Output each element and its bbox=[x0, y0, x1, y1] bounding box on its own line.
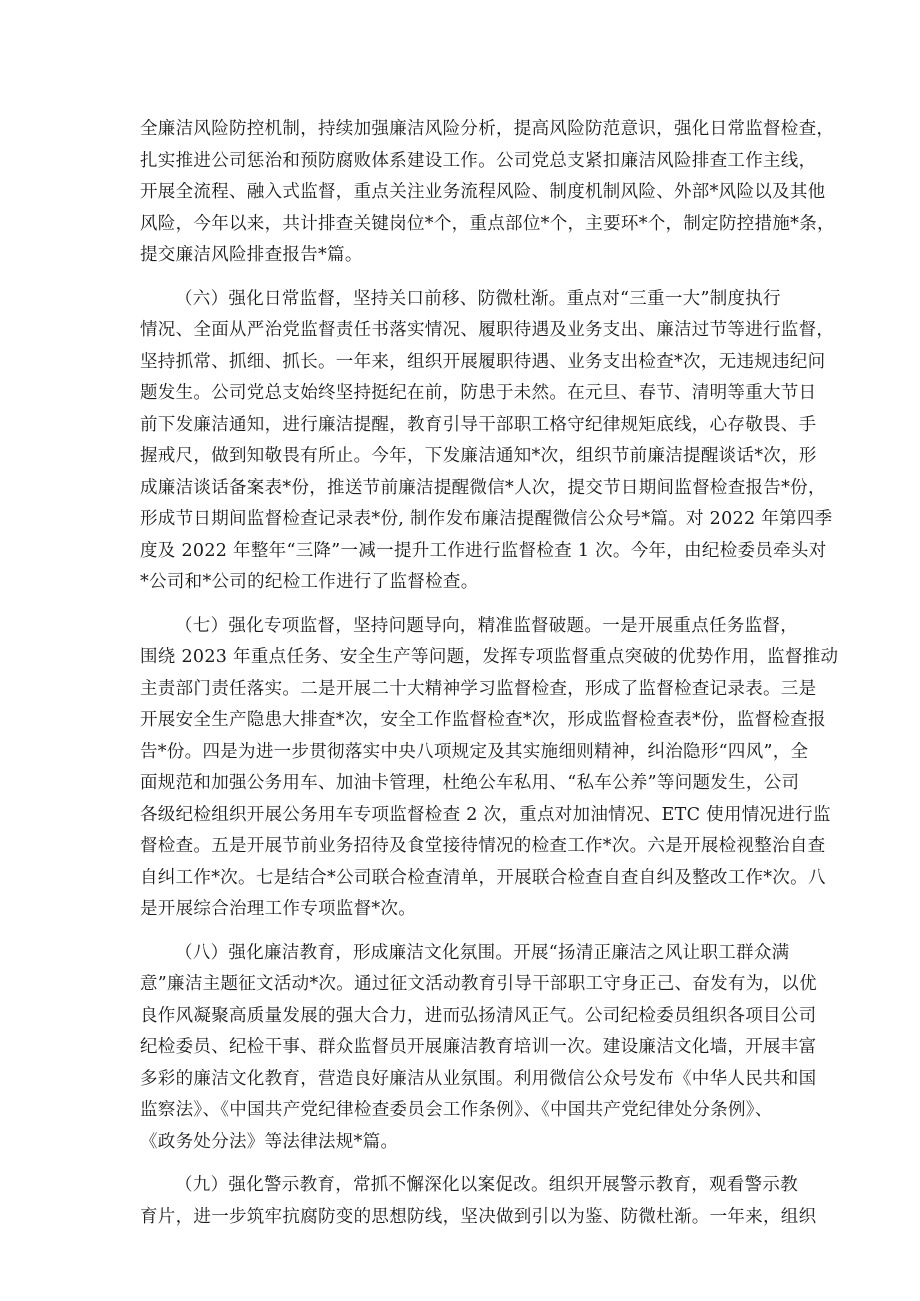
text-line: 多彩的廉洁文化教育，营造良好廉洁从业氛围。利用微信公众号发布《中华人民共和国 bbox=[140, 1068, 817, 1089]
text-line: 全廉洁风险防控机制，持续加强廉洁风险分析，提高风险防范意识，强化日常监督检查， bbox=[140, 119, 835, 139]
text-line-first: （八）强化廉洁教育，形成廉洁文化氛围。开展“扬清正廉洁之风让职工群众满 bbox=[175, 942, 790, 963]
text-line: 形成节日期间监督检查记录表*份, 制作发布廉洁提醒微信公众号*篇。对 2022 年第四季 bbox=[140, 509, 833, 529]
text-line: 握戒尺，做到知敬畏有所止。今年，下发廉洁通知*次，组织节前廉洁提醒谈话*次，形 bbox=[140, 446, 817, 466]
document-page bbox=[140, 114, 839, 1233]
text-line: 纪检委员、纪检干事、群众监督员开展廉洁教育培训一次。建设廉洁文化墙，开展丰富 bbox=[140, 1037, 817, 1057]
paragraph-section-6 bbox=[140, 284, 835, 599]
text-line: 度及 2022 年整年“三降”一减一提升工作进行监督检查 1 次。今年，由纪检委员牵头对 bbox=[140, 540, 827, 561]
text-line: 是开展综合治理工作专项监督*次。 bbox=[140, 899, 417, 919]
text-line: 告*份。四是为进一步贯彻落实中央八项规定及其实施细则精神，纠治隐形“四风”，全 bbox=[140, 741, 809, 762]
text-line: 面规范和加强公务用车、加油卡管理，杜绝公车私用、“私车公养”等问题发生，公司 bbox=[140, 773, 800, 793]
text-line: 主责部门责任落实。二是开展二十大精神学习监督检查，形成了监督检查记录表。三是 bbox=[140, 678, 817, 699]
text-line: 开展全流程、融入式监督，重点关注业务流程风险、制度机制风险、外部*风险以及其他 bbox=[140, 182, 826, 202]
text-line: 监察法》、《中国共产党纪律检查委员会工作条例》、《中国共产党纪律处分条例》、 bbox=[140, 1100, 773, 1120]
text-line-first: （九）强化警示教育，常抓不懈深化以案促改。组织开展警示教育，观看警示教 bbox=[175, 1175, 798, 1195]
text-line: 自纠工作*次。七是结合*公司联合检查清单，开展联合检查自查自纠及整改工作*次。八 bbox=[140, 867, 826, 888]
paragraph-section-8 bbox=[140, 938, 817, 1159]
paragraph-section-7 bbox=[140, 611, 839, 926]
text-line: 各级纪检组织开展公务用车专项监督检查 2 次，重点对加油情况、ETC 使用情况进行监 bbox=[140, 804, 831, 825]
text-line: 坚持抓常、抓细、抓长。一年来，组织开展履职待遇、业务支出检查*次，无违规违纪问 bbox=[140, 351, 826, 372]
text-line: 督检查。五是开展节前业务招待及食堂接待情况的检查工作*次。六是开展检视整治自查 bbox=[140, 836, 826, 856]
text-line: *公司和*公司的纪检工作进行了监督检查。 bbox=[140, 572, 479, 592]
text-line: 扎实推进公司惩治和预防腐败体系建设工作。公司党总支紧扣廉洁风险排查工作主线， bbox=[140, 150, 817, 171]
paragraph-section-9 bbox=[140, 1170, 817, 1233]
text-line: 意”廉洁主题征文活动*次。通过征文活动教育引导干部职工守身正己、奋发有为，以优 bbox=[140, 974, 817, 994]
text-line: 开展安全生产隐患大排查*次，安全工作监督检查*次，形成监督检查表*份，监督检查报 bbox=[140, 710, 826, 730]
paragraph-continuation bbox=[140, 114, 835, 272]
text-line-first: （六）强化日常监督，坚持关口前移、防微杜渐。重点对“三重一大”制度执行 bbox=[175, 288, 781, 309]
text-line: 情况、全面从严治党监督责任书落实情况、履职待遇及业务支出、廉洁过节等进行监督， bbox=[140, 320, 835, 340]
text-line: 前下发廉洁通知，进行廉洁提醒，教育引导干部职工格守纪律规矩底线，心存敬畏、手 bbox=[140, 414, 817, 435]
text-line: 育片，进一步筑牢抗腐防变的思想防线，坚决做到引以为鉴、防微杜渐。一年来，组织 bbox=[140, 1206, 817, 1227]
text-line: 《政务处分法》等法律法规*篇。 bbox=[140, 1131, 399, 1152]
text-line: 风险，今年以来，共计排查关键岗位*个，重点部位*个，主要环*个，制定防控措施*条， bbox=[140, 213, 835, 234]
text-line: 成廉洁谈话备案表*份，推送节前廉洁提醒微信*人次，提交节日期间监督检查报告*份， bbox=[140, 477, 826, 498]
text-line-first: （七）强化专项监督，坚持问题导向，精准监督破题。一是开展重点任务监督， bbox=[175, 615, 798, 636]
text-line: 题发生。公司党总支始终坚持挺纪在前，防患于未然。在元旦、春节、清明等重大节日 bbox=[140, 383, 817, 403]
text-line: 提交廉洁风险排查报告*篇。 bbox=[140, 245, 363, 265]
text-line: 围绕 2023 年重点任务、安全生产等问题，发挥专项监督重点突破的优势作用，监督推动 bbox=[140, 647, 839, 667]
text-line: 良作风凝聚高质量发展的强大合力，进而弘扬清风正气。公司纪检委员组织各项目公司 bbox=[140, 1005, 817, 1026]
